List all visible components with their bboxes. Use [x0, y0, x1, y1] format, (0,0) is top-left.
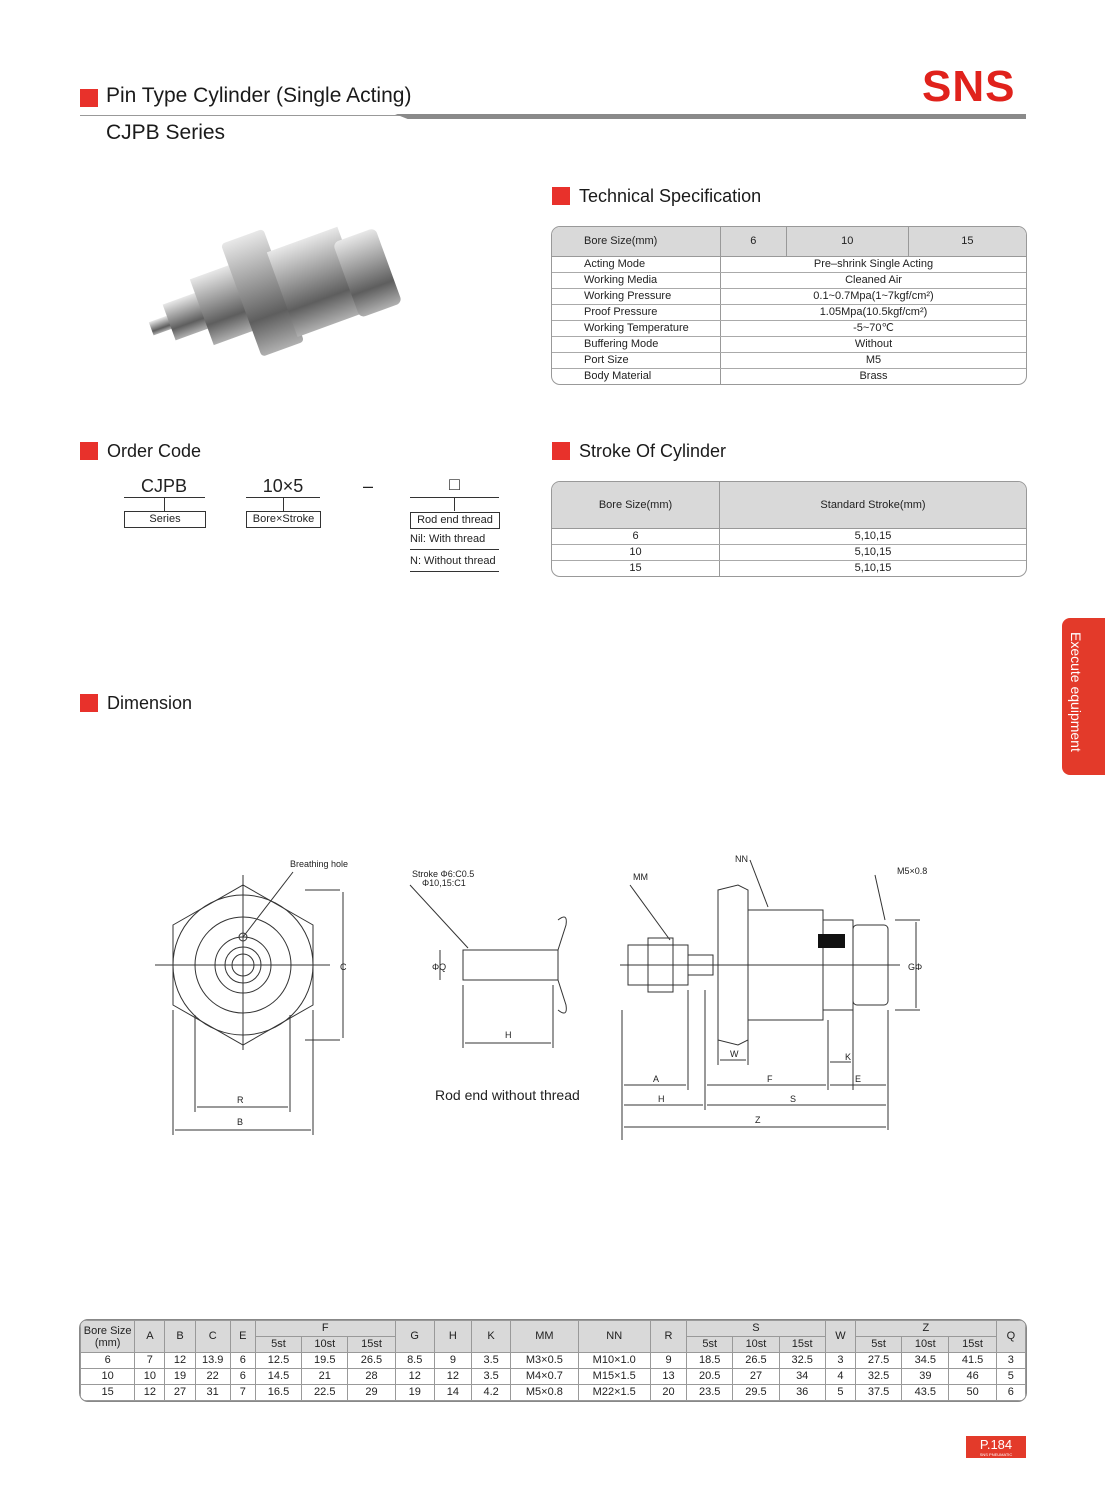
tech-row-value: M5: [721, 353, 1027, 369]
dim-cell: M5×0.8: [511, 1385, 578, 1401]
tech-row-label: Buffering Mode: [552, 337, 721, 353]
option-nil: Nil: With thread: [410, 533, 486, 545]
page-number-sub: SNS PNEUMATIC: [979, 1452, 1013, 1457]
dim-sub-s: 5st: [687, 1337, 733, 1353]
drawing-c-label: C: [340, 962, 347, 972]
dimension-title: Dimension: [107, 693, 193, 713]
dim-cell: 3.5: [472, 1353, 511, 1369]
dim-sub-s: 10st: [733, 1337, 779, 1353]
dim-header-k: K: [472, 1321, 511, 1353]
drawing-z-label: Z: [755, 1115, 761, 1125]
dim-cell: 41.5: [949, 1353, 996, 1369]
drawing-f-label: F: [767, 1074, 773, 1084]
dim-cell: M4×0.7: [511, 1369, 578, 1385]
tech-bore-10: 10: [786, 227, 908, 257]
dim-cell: M15×1.5: [578, 1369, 650, 1385]
drawing-stroke1-label: Stroke Φ6:C0.5: [412, 869, 475, 879]
stroke-title: Stroke Of Cylinder: [579, 441, 727, 461]
dim-sub-s: 15st: [779, 1337, 825, 1353]
stroke-value: 5,10,15: [720, 529, 1027, 545]
drawing-a-label: A: [653, 1074, 660, 1084]
tech-spec-marker: [552, 187, 570, 205]
dim-cell: 28: [348, 1369, 395, 1385]
header-rule-bold: [395, 114, 1026, 119]
tech-spec-title: Technical Specification: [579, 186, 762, 206]
drawing-gphi-label: GΦ: [908, 962, 923, 972]
tech-row-label: Working Media: [552, 273, 721, 289]
dim-header-b: B: [165, 1321, 195, 1353]
brand-logo: SNS: [922, 62, 1016, 111]
dim-cell: 36: [779, 1385, 825, 1401]
drawing-h2-label: H: [658, 1094, 665, 1104]
dim-header-f: F: [255, 1321, 395, 1337]
dim-cell: 27: [733, 1369, 779, 1385]
tech-row-value: Pre–shrink Single Acting: [721, 257, 1027, 273]
title-marker: [80, 89, 98, 107]
drawing-s-label: S: [790, 1094, 797, 1104]
dim-header-q: Q: [996, 1321, 1025, 1353]
tech-bore-15: 15: [908, 227, 1026, 257]
drawing-r-label: R: [237, 1095, 244, 1105]
dimension-table: [79, 1319, 1027, 1402]
dim-header-e: E: [230, 1321, 255, 1353]
drawing-b-label: B: [237, 1117, 244, 1127]
dim-header-r: R: [650, 1321, 686, 1353]
dim-cell: 7: [135, 1353, 165, 1369]
dim-sub-f: 15st: [348, 1337, 395, 1353]
table-row: [81, 1353, 1026, 1369]
order-code-marker: [80, 442, 98, 460]
dim-cell: 27.5: [855, 1353, 901, 1369]
tech-row-value: 0.1~0.7Mpa(1~7kgf/cm²): [721, 289, 1027, 305]
dim-cell: 31: [195, 1385, 230, 1401]
dim-cell: M10×1.0: [578, 1353, 650, 1369]
tech-row-value: Without: [721, 337, 1027, 353]
dim-sub-z: 5st: [855, 1337, 901, 1353]
dim-header-a: A: [135, 1321, 165, 1353]
dim-cell: 22.5: [302, 1385, 348, 1401]
dim-cell: 34: [779, 1369, 825, 1385]
dim-cell: 13: [650, 1369, 686, 1385]
dim-cell: M22×1.5: [578, 1385, 650, 1401]
order-code-tick: [454, 497, 455, 511]
tech-bore-6: 6: [721, 227, 787, 257]
drawing-stroke2-label: Φ10,15:C1: [422, 878, 466, 888]
dim-cell: 5: [825, 1385, 855, 1401]
stroke-table: [551, 481, 1027, 577]
dim-cell: 12.5: [255, 1353, 301, 1369]
stroke-value: 5,10,15: [854, 562, 892, 574]
dim-cell: 22: [195, 1369, 230, 1385]
dim-cell: 32.5: [779, 1353, 825, 1369]
dim-cell: M3×0.5: [511, 1353, 578, 1369]
dim-cell: 12: [165, 1353, 195, 1369]
series-label-box: Series: [124, 511, 206, 528]
dim-cell: 12: [434, 1369, 471, 1385]
drawing-breathing-label: Breathing hole: [290, 859, 349, 869]
order-code-tick: [164, 497, 165, 511]
dim-header-bore: Bore Size (mm): [81, 1321, 135, 1353]
order-code-dash: –: [362, 476, 373, 496]
dim-cell: 7: [230, 1385, 255, 1401]
dim-cell: 8.5: [395, 1353, 434, 1369]
page-title: Pin Type Cylinder (Single Acting): [106, 84, 412, 107]
dim-sub-z: 15st: [949, 1337, 996, 1353]
drawing-mm-label: MM: [633, 872, 648, 882]
option-n: N: Without thread: [410, 555, 496, 567]
drawing-k-label: K: [845, 1052, 852, 1062]
drawing-h1-label: H: [505, 1030, 512, 1040]
page-number-text: P.184: [979, 1437, 1013, 1452]
tech-row-label: Acting Mode: [552, 257, 721, 273]
stroke-bore: 10: [552, 545, 720, 561]
dim-cell: 4: [825, 1369, 855, 1385]
dim-cell: 37.5: [855, 1385, 901, 1401]
product-image: [140, 215, 415, 375]
dim-cell: 43.5: [902, 1385, 949, 1401]
dim-cell: 6: [81, 1353, 135, 1369]
rod-end-label-box: Rod end thread: [410, 512, 500, 529]
dim-header-s: S: [687, 1321, 826, 1337]
dim-cell: 3.5: [472, 1369, 511, 1385]
dim-cell: 6: [230, 1353, 255, 1369]
dim-header-w: W: [825, 1321, 855, 1353]
tech-row-label: Working Temperature: [552, 321, 721, 337]
dim-cell: 20: [650, 1385, 686, 1401]
dim-cell: 16.5: [255, 1385, 301, 1401]
tech-row-value: Brass: [859, 370, 888, 382]
dim-cell: 19: [395, 1385, 434, 1401]
tech-row-label: Body Material: [552, 369, 721, 385]
stroke-value: 5,10,15: [720, 545, 1027, 561]
dim-cell: 29: [348, 1385, 395, 1401]
tech-row-label: Working Pressure: [552, 289, 721, 305]
dim-cell: 34.5: [902, 1353, 949, 1369]
option-n-underline: [410, 571, 499, 572]
dim-cell: 12: [135, 1385, 165, 1401]
dimension-drawing: [150, 850, 950, 1150]
dim-cell: 29.5: [733, 1385, 779, 1401]
drawing-nn-label: NN: [735, 854, 748, 864]
dim-cell: 4.2: [472, 1385, 511, 1401]
dim-header-g: G: [395, 1321, 434, 1353]
stroke-standard-header: Standard Stroke(mm): [720, 482, 1027, 529]
bore-stroke-label-box: Bore×Stroke: [246, 511, 321, 528]
dimension-marker: [80, 694, 98, 712]
tech-bore-header: Bore Size(mm): [552, 227, 721, 257]
dim-cell: 10: [81, 1369, 135, 1385]
tech-spec-table: [551, 226, 1027, 385]
dim-cell: 18.5: [687, 1353, 733, 1369]
drawing-w-label: W: [730, 1049, 739, 1059]
dim-cell: 6: [996, 1385, 1025, 1401]
dim-cell: 6: [230, 1369, 255, 1385]
dim-cell: 26.5: [348, 1353, 395, 1369]
order-code-size: 10×5: [262, 476, 304, 496]
tech-row-label: Proof Pressure: [552, 305, 721, 321]
stroke-bore-header: Bore Size(mm): [552, 482, 720, 529]
dim-cell: 3: [996, 1353, 1025, 1369]
dim-cell: 23.5: [687, 1385, 733, 1401]
tech-row-value: 1.05Mpa(10.5kgf/cm²): [721, 305, 1027, 321]
series-title: CJPB Series: [106, 121, 226, 144]
dim-cell: 26.5: [733, 1353, 779, 1369]
dim-cell: 21: [302, 1369, 348, 1385]
dim-header-nn: NN: [578, 1321, 650, 1353]
dim-sub-z: 10st: [902, 1337, 949, 1353]
dim-cell: 13.9: [195, 1353, 230, 1369]
side-tab[interactable]: [1062, 618, 1105, 775]
tech-row-value: Cleaned Air: [721, 273, 1027, 289]
dim-cell: 9: [650, 1353, 686, 1369]
dim-cell: 10: [135, 1369, 165, 1385]
dim-cell: 14: [434, 1385, 471, 1401]
dim-cell: 12: [395, 1369, 434, 1385]
dim-header-h: H: [434, 1321, 471, 1353]
dim-cell: 50: [949, 1385, 996, 1401]
dim-cell: 20.5: [687, 1369, 733, 1385]
dim-header-c: C: [195, 1321, 230, 1353]
dim-cell: 39: [902, 1369, 949, 1385]
dim-cell: 9: [434, 1353, 471, 1369]
side-tab-label: Execute equipment: [1068, 632, 1084, 752]
dim-sub-f: 5st: [255, 1337, 301, 1353]
dim-cell: 3: [825, 1353, 855, 1369]
order-code-option-box: □: [449, 474, 460, 494]
dim-cell: 19.5: [302, 1353, 348, 1369]
dim-header-z: Z: [855, 1321, 996, 1337]
order-code-title: Order Code: [107, 441, 202, 461]
order-code-tick: [283, 497, 284, 511]
dim-header-mm: MM: [511, 1321, 578, 1353]
option-nil-underline: [410, 549, 499, 550]
tech-row-value: -5~70℃: [721, 321, 1027, 337]
dim-cell: 14.5: [255, 1369, 301, 1385]
drawing-phiq-label: ΦQ: [432, 962, 447, 972]
stroke-bore: 6: [552, 529, 720, 545]
page-number: [966, 1436, 1026, 1458]
drawing-m5-label: M5×0.8: [897, 866, 928, 876]
dim-cell: 27: [165, 1385, 195, 1401]
dim-cell: 19: [165, 1369, 195, 1385]
table-row: [81, 1385, 1026, 1401]
dim-cell: 5: [996, 1369, 1025, 1385]
stroke-bore: 15: [552, 561, 720, 577]
dim-cell: 15: [81, 1385, 135, 1401]
order-code-series: CJPB: [140, 476, 187, 496]
dim-cell: 46: [949, 1369, 996, 1385]
table-row: [81, 1369, 1026, 1385]
tech-row-label: Port Size: [552, 353, 721, 369]
drawing-e-label: E: [855, 1074, 862, 1084]
drawing-caption: Rod end without thread: [435, 1087, 580, 1103]
dim-cell: 32.5: [855, 1369, 901, 1385]
stroke-marker: [552, 442, 570, 460]
dim-sub-f: 10st: [302, 1337, 348, 1353]
